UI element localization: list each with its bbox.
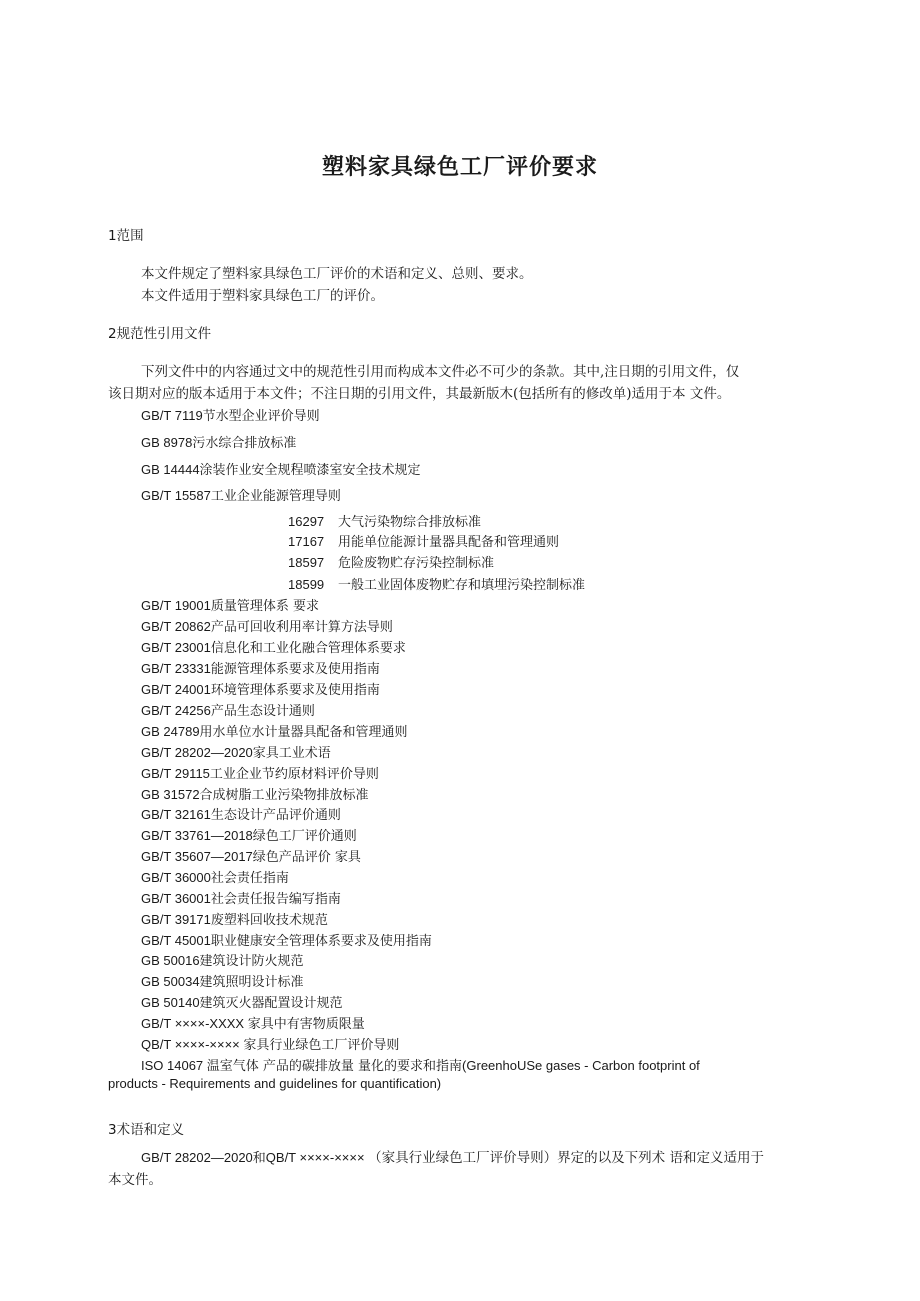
section-3-heading: 3术语和定义	[108, 1122, 185, 1138]
reference-item: GB 8978污水综合排放标准	[141, 435, 297, 451]
reference-item: GB/T 7119节水型企业评价导则	[141, 408, 320, 424]
reference-item: GB/T 23001信息化和工业化融合管理体系要求	[141, 640, 406, 656]
reference-item: GB 31572合成树脂工业污染物排放标准	[141, 787, 369, 803]
reference-item: GB/T 45001职业健康安全管理体系要求及使用指南	[141, 933, 432, 949]
reference-item: GB 50140建筑灭火器配置设计规范	[141, 995, 343, 1011]
reference-item: GB/T 19001质量管理体系 要求	[141, 598, 320, 614]
section-3-paragraph-line-1: GB/T 28202—2020和QB/T ××××-×××× （家具行业绿色工厂评价导则）界定的以及下列术 语和定义适用于	[141, 1150, 764, 1166]
section-2-intro-line-2: 该日期对应的版本适用于本文件；不注日期的引用文件，其最新版木(包括所有的修改单)适用于本 文件。	[108, 386, 731, 402]
reference-item: GB/T 39171废塑料回收技术规范	[141, 912, 328, 928]
reference-item: GB/T 33761—2018绿色工厂评价通则	[141, 828, 357, 844]
reference-item: GB/T 24256产品生态设计通则	[141, 703, 315, 719]
reference-item: QB/T ××××-×××× 家具行业绿色工厂评价导则	[141, 1037, 400, 1053]
section-1-heading: 1范围	[108, 228, 144, 244]
reference-item: GB/T 36000社会责任指南	[141, 870, 289, 886]
reference-item-indented: 18597 危险废物贮存污染控制标准	[288, 555, 495, 571]
document-title: 塑料家具绿色工厂评价要求	[321, 155, 598, 180]
reference-item: GB 50016建筑设计防火规范	[141, 953, 304, 969]
reference-item: GB/T 29115工业企业节约原材料评价导则	[141, 766, 379, 782]
reference-item-iso: ISO 14067 温室气体 产品的碳排放量 量化的要求和指南(GreenhoUSe gases - Carbon footprint of	[141, 1058, 700, 1074]
reference-item: GB 24789用水单位水计量器具配备和管理通则	[141, 724, 408, 740]
reference-item: GB/T 24001环境管理体系要求及使用指南	[141, 682, 380, 698]
reference-item: GB/T ××××-XXXX 家具中有害物质限量	[141, 1016, 365, 1032]
reference-item-indented: 17167 用能单位能源计量器具配备和管理通则	[288, 534, 560, 550]
section-1-paragraph-2: 本文件适用于塑料家具绿色工厂的评价。	[141, 288, 384, 304]
reference-item: GB/T 32161生态设计产品评价通则	[141, 807, 341, 823]
section-1-paragraph-1: 本文件规定了塑料家具绿色工厂评价的术语和定义、总则、要求。	[141, 266, 533, 282]
reference-item: GB/T 15587工业企业能源管理导则	[141, 488, 341, 504]
reference-item: GB/T 35607—2017绿色产品评价 家具	[141, 849, 361, 865]
reference-item-indented: 18599 一般工业固体废物贮存和填埋污染控制标准	[288, 577, 586, 593]
section-2-intro-line-1: 下列文件中的内容通过文中的规范性引用而构成本文件必不可少的条款。其中,注日期的引用文件，仅	[141, 364, 740, 380]
reference-item-iso-continued: products - Requirements and guidelines for quantification)	[108, 1076, 442, 1091]
reference-item: GB 50034建筑照明设计标准	[141, 974, 304, 990]
reference-item-indented: 16297 大气污染物综合排放标准	[288, 514, 482, 530]
section-2-heading: 2规范性引用文件	[108, 326, 212, 342]
reference-item: GB/T 20862产品可回收利用率计算方法导则	[141, 619, 393, 635]
reference-item: GB/T 23331能源管理体系要求及使用指南	[141, 661, 380, 677]
section-3-paragraph-line-2: 本文件。	[108, 1172, 162, 1188]
reference-item: GB 14444涂装作业安全规程喷漆室安全技术规定	[141, 462, 421, 478]
reference-item: GB/T 36001社会责任报告编写指南	[141, 891, 341, 907]
reference-item: GB/T 28202—2020家具工业术语	[141, 745, 331, 761]
